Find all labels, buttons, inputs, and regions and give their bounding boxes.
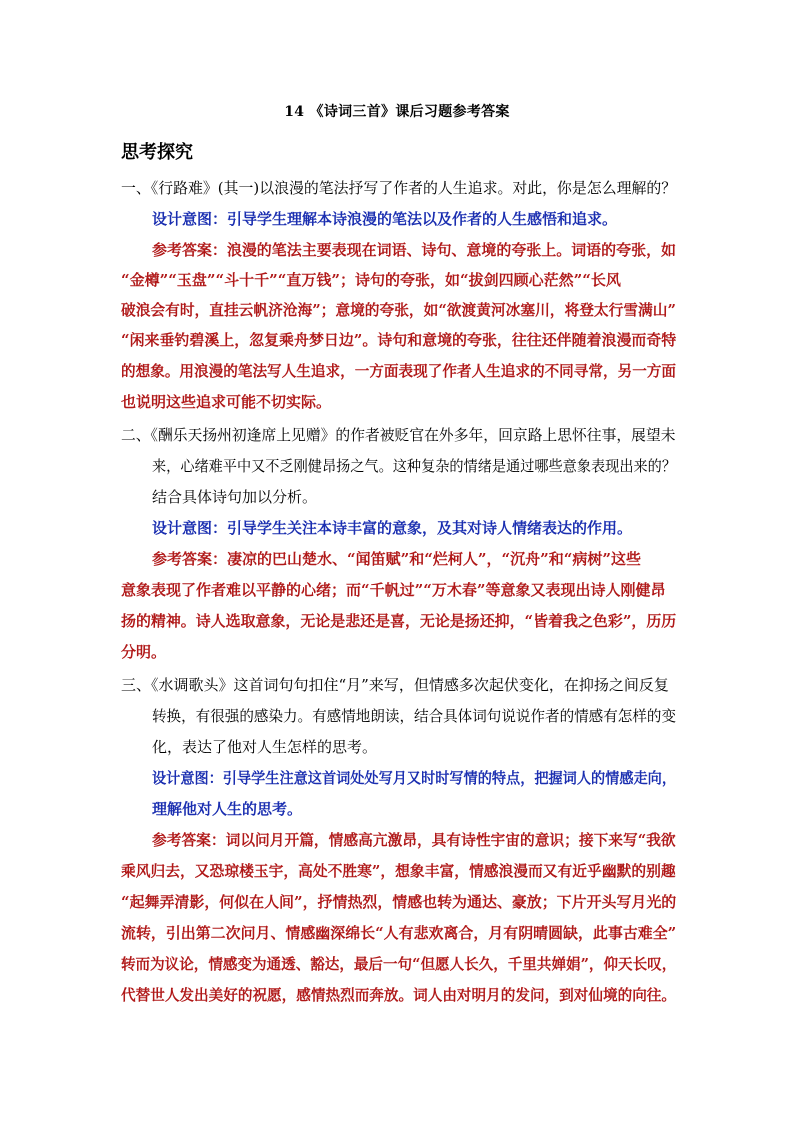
question-1-line-1: 一、《行路难》(其一)以浪漫的笔法抒写了作者的人生追求。对此，你是怎么理解的？ <box>121 179 677 197</box>
question-2-answer-line-2: 意象表现了作者难以平静的心绪；而“千帆过”“万木春”等意象又表现出诗人刚健昂 <box>121 581 666 599</box>
question-3-answer-line-5: 转而为议论，情感变为通透、豁达，最后一句“但愿人长久，千里共婵娟”，仰天长叹， <box>121 955 677 973</box>
question-3-answer-line-6: 代替世人发出美好的祝愿，感情热烈而奔放。词人由对明月的发问，到对仙境的向往。 <box>121 986 677 1004</box>
question-3-design-intent-line-1: 设计意图：引导学生注意这首词处处写月又时时写情的特点，把握词人的情感走向， <box>152 769 676 787</box>
question-1-design-intent: 设计意图：引导学生理解本诗浪漫的笔法以及作者的人生感悟和追求。 <box>152 210 618 228</box>
question-3-answer-line-1: 参考答案：词以问月开篇，情感高亢激昂，具有诗性宇宙的意识；接下来写“我欲 <box>152 831 676 849</box>
question-1-answer-line-1: 参考答案：浪漫的笔法主要表现在词语、诗句、意境的夸张上。词语的夸张，如 <box>152 241 677 259</box>
question-2-line-3: 结合具体诗句加以分析。 <box>152 488 318 506</box>
question-2-line-2: 来，心绪难平中又不乏刚健昂扬之气。这种复杂的情绪是通过哪些意象表现出来的？ <box>152 457 676 475</box>
question-2-answer-line-3: 扬的精神。诗人选取意象，无论是悲还是喜，无论是扬还抑，“皆着我之色彩”，历历 <box>121 612 677 630</box>
question-1-answer-line-5: 的想象。用浪漫的笔法写人生追求，一方面表现了作者人生追求的不同寻常，另一方面 <box>121 362 677 380</box>
question-3-line-2: 转换，有很强的感染力。有感情地朗读，结合具体词句说说作者的情感有怎样的变 <box>152 707 677 725</box>
question-1-answer-line-2: “金樽”“玉盘”“斗十千”“直万钱”；诗句的夸张，如“拔剑四顾心茫然”“长风 <box>121 271 621 289</box>
question-3-answer-line-2: 乘风归去，又恐琼楼玉宇，高处不胜寒”，想象丰富，情感浪漫而又有近乎幽默的别趣 <box>121 862 676 880</box>
question-3-line-3: 化，表达了他对人生怎样的思考。 <box>152 738 378 756</box>
question-2-design-intent: 设计意图：引导学生关注本诗丰富的意象，及其对诗人情绪表达的作用。 <box>152 519 633 537</box>
question-3-line-1: 三、《水调歌头》这首词句句扣住“月”来写，但情感多次起伏变化，在抑扬之间反复 <box>121 676 669 694</box>
question-1-answer-line-4: “闲来垂钓碧溪上，忽复乘舟梦日边”。诗句和意境的夸张，往往还伴随着浪漫而奇特 <box>121 331 677 349</box>
question-2-answer-line-1: 参考答案：凄凉的巴山楚水、“闻笛赋”和“烂柯人”，“沉舟”和“病树”这些 <box>152 550 642 568</box>
question-2-answer-line-4: 分明。 <box>121 643 167 661</box>
question-1-answer-line-3: 破浪会有时，直挂云帆济沧海”；意境的夸张，如“欲渡黄河冰塞川，将登太行雪满山” <box>121 301 676 319</box>
question-2-line-1: 二、《酬乐天扬州初逢席上见赠》的作者被贬官在外多年，回京路上思怀往事，展望未 <box>121 426 676 444</box>
section-heading: 思考探究 <box>121 142 193 163</box>
document-title: 14 《诗词三首》课后习题参考答案 <box>284 104 510 120</box>
question-3-answer-line-4: 流转，引出第二次问月、情感幽深绵长“人有悲欢离合，月有阴晴圆缺，此事古难全” <box>121 924 677 942</box>
question-3-design-intent-line-2: 理解他对人生的思考。 <box>152 800 303 818</box>
question-3-answer-line-3: “起舞弄清影，何似在人间”，抒情热烈，情感也转为通达、豪放；下片开头写月光的 <box>121 893 677 911</box>
question-1-answer-line-6: 也说明这些追求可能不切实际。 <box>121 393 332 411</box>
